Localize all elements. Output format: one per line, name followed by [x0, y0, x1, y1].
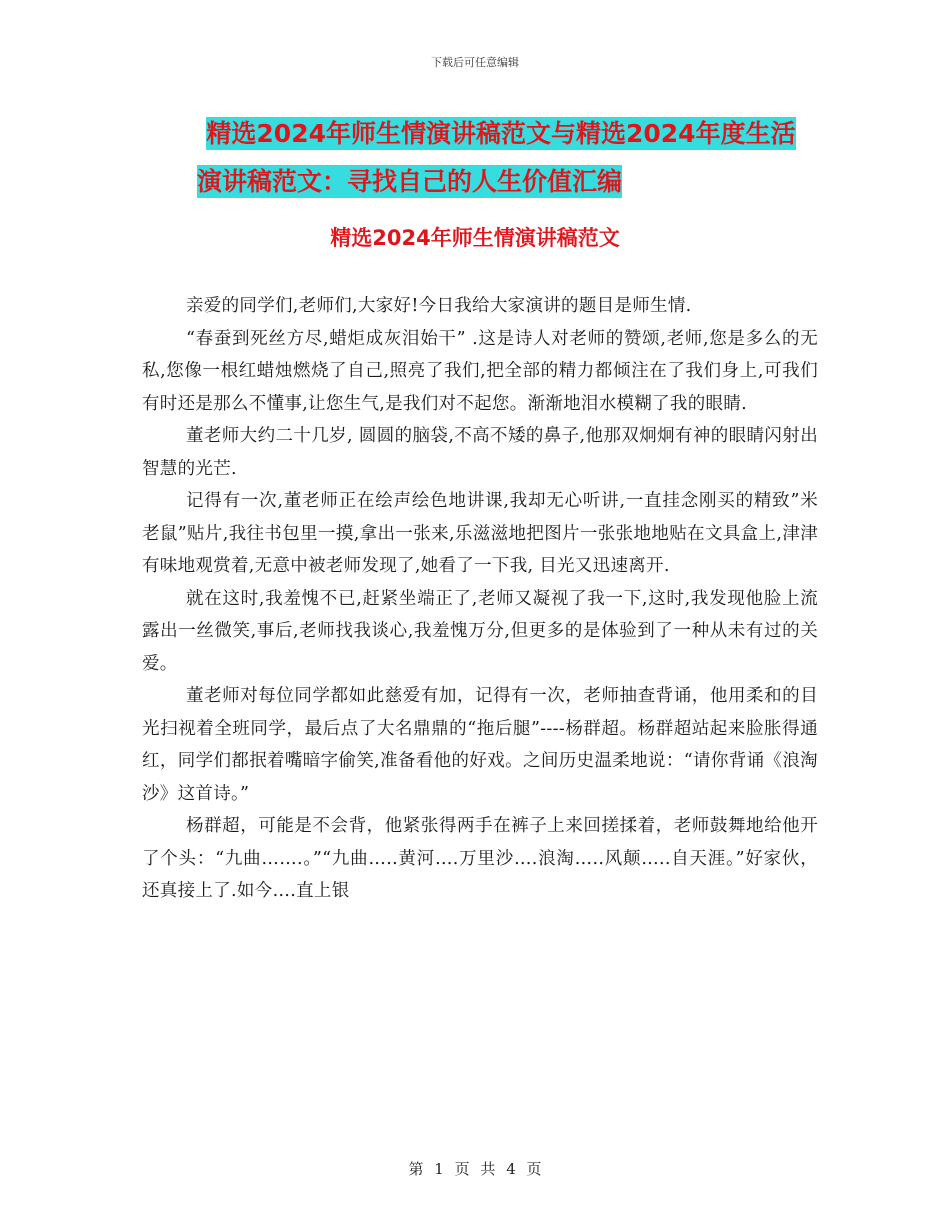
footer-total-number: 4	[506, 1160, 516, 1178]
title-line-1: 精选2024年师生情演讲稿范文与精选2024年度生活	[206, 119, 796, 148]
page-footer	[0, 1158, 950, 1179]
footer-total-label: 共	[480, 1160, 496, 1178]
paragraph: 董老师大约二十几岁, 圆圆的脑袋,不高不矮的鼻子,他那双炯炯有神的眼睛闪射出智慧的光芒.	[142, 426, 818, 479]
footer-page-label: 第	[408, 1160, 424, 1178]
footer-page-unit: 页	[454, 1160, 470, 1178]
document-title	[0, 110, 950, 206]
footer-total-unit: 页	[526, 1160, 542, 1178]
footer-page-number: 1	[434, 1160, 444, 1178]
paragraph: 就在这时,我羞愧不已,赶紧坐端正了,老师又凝视了我一下,这时,我发现他脸上流露出一丝微笑,事后,老师找我谈心,我羞愧万分,但更多的是体验到了一种从未有过的关爱。	[142, 588, 818, 674]
paragraph: “春蚕到死丝方尽,蜡炬成灰泪始干” .这是诗人对老师的赞颂,老师,您是多么的无私,您像一根红蜡烛燃烧了自己,照亮了我们,把全部的精力都倾注在了我们身上,可我们有时还是那么不懂事,让您生气,是我们对不起您。渐渐地泪水模糊了我的眼睛.	[142, 328, 818, 414]
page-header-note: 下载后可任意编辑	[431, 56, 519, 69]
paragraph: 董老师对每位同学都如此慈爱有加，记得有一次，老师抽查背诵，他用柔和的目光扫视着全班同学，最后点了大名鼎鼎的“拖后腿”----杨群超。杨群超站起来脸胀得通红，同学们都抿着嘴暗字偷笑,准备看他的好戏。之间历史温柔地说：“请你背诵《浪淘沙》这首诗。”	[142, 686, 818, 804]
paragraph: 亲爱的同学们,老师们,大家好!今日我给大家演讲的题目是师生情.	[186, 296, 692, 316]
paragraph: 杨群超，可能是不会背，他紧张得两手在裤子上来回搓揉着，老师鼓舞地给他开了个头：“九曲…….。”“九曲…..黄河….万里沙….浪淘…..风颠…..自天涯。”好家伙，还真接上了.如今….直上银	[142, 816, 818, 901]
paragraph: 记得有一次,董老师正在绘声绘色地讲课,我却无心听讲,一直挂念刚买的精致”米老鼠”贴片,我往书包里一摸,拿出一张来,乐滋滋地把图片一张张地地贴在文具盒上,津津有味地观赏着,无意中被老师发现了,她看了一下我, 目光又迅速离开.	[142, 491, 818, 576]
section-title: 精选2024年师生情演讲稿范文	[330, 226, 620, 250]
title-line-2: 演讲稿范文：寻找自己的人生价值汇编	[197, 167, 623, 196]
body-text	[142, 290, 818, 908]
